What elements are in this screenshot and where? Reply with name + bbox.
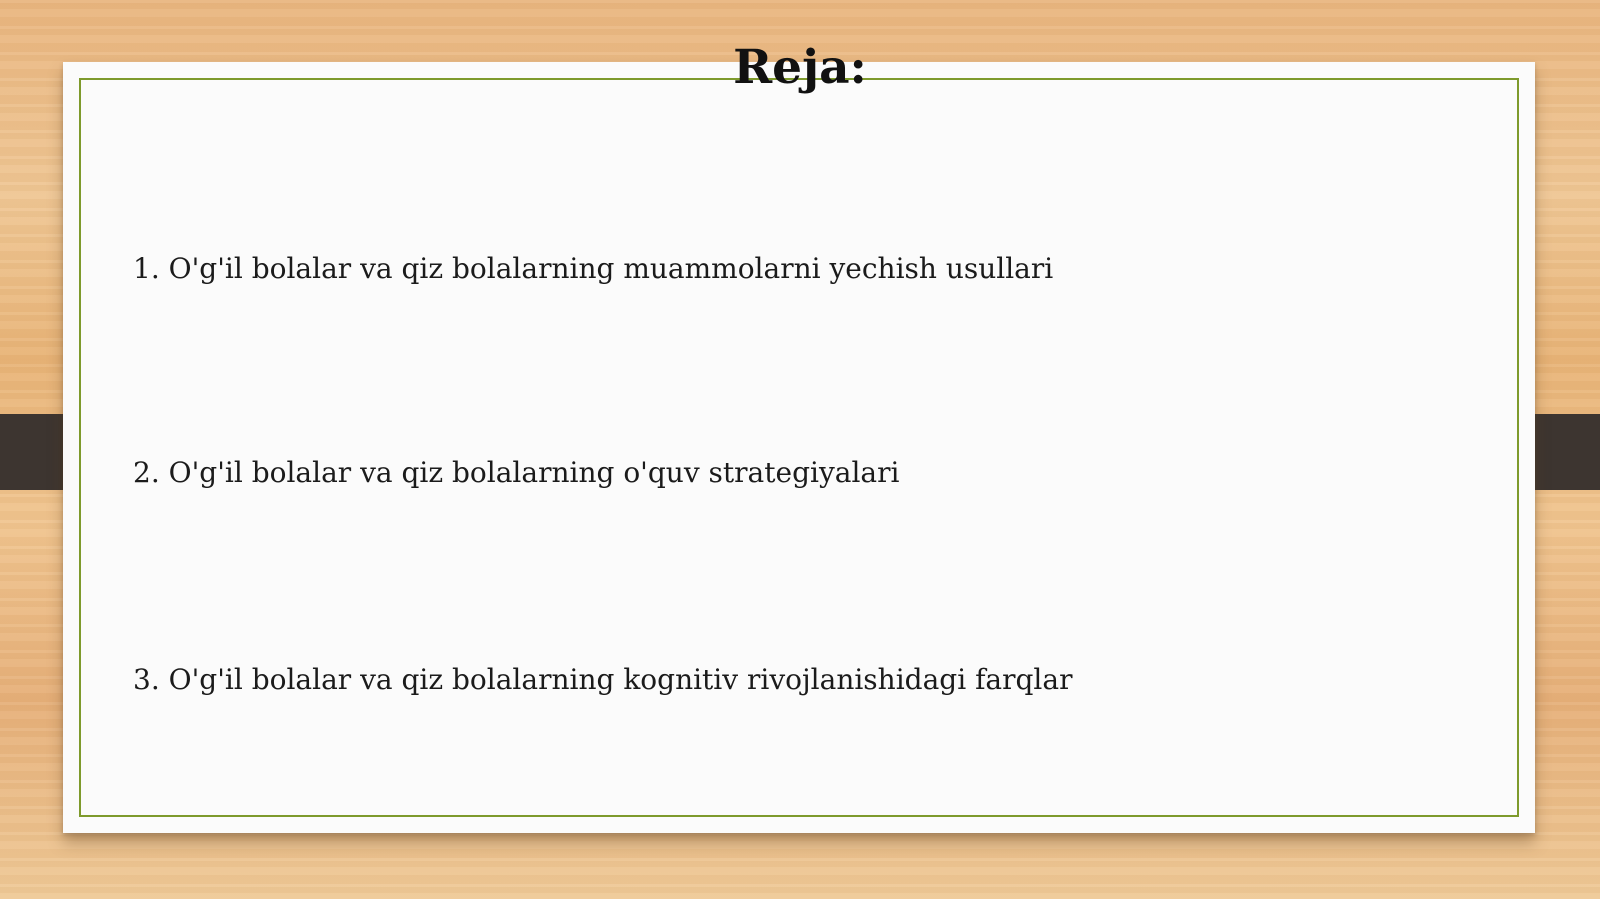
slide-title: Reja:: [733, 40, 867, 95]
slide-frame-border: [79, 78, 1519, 817]
slide-card: [63, 62, 1535, 833]
plan-item-1: 1. O'g'il bolalar va qiz bolalarning muammolarni yechish usullari: [133, 252, 1054, 285]
plan-item-3: 3. O'g'il bolalar va qiz bolalarning kognitiv rivojlanishidagi farqlar: [133, 663, 1073, 696]
plan-item-2: 2. O'g'il bolalar va qiz bolalarning o'quv strategiyalari: [133, 456, 900, 489]
